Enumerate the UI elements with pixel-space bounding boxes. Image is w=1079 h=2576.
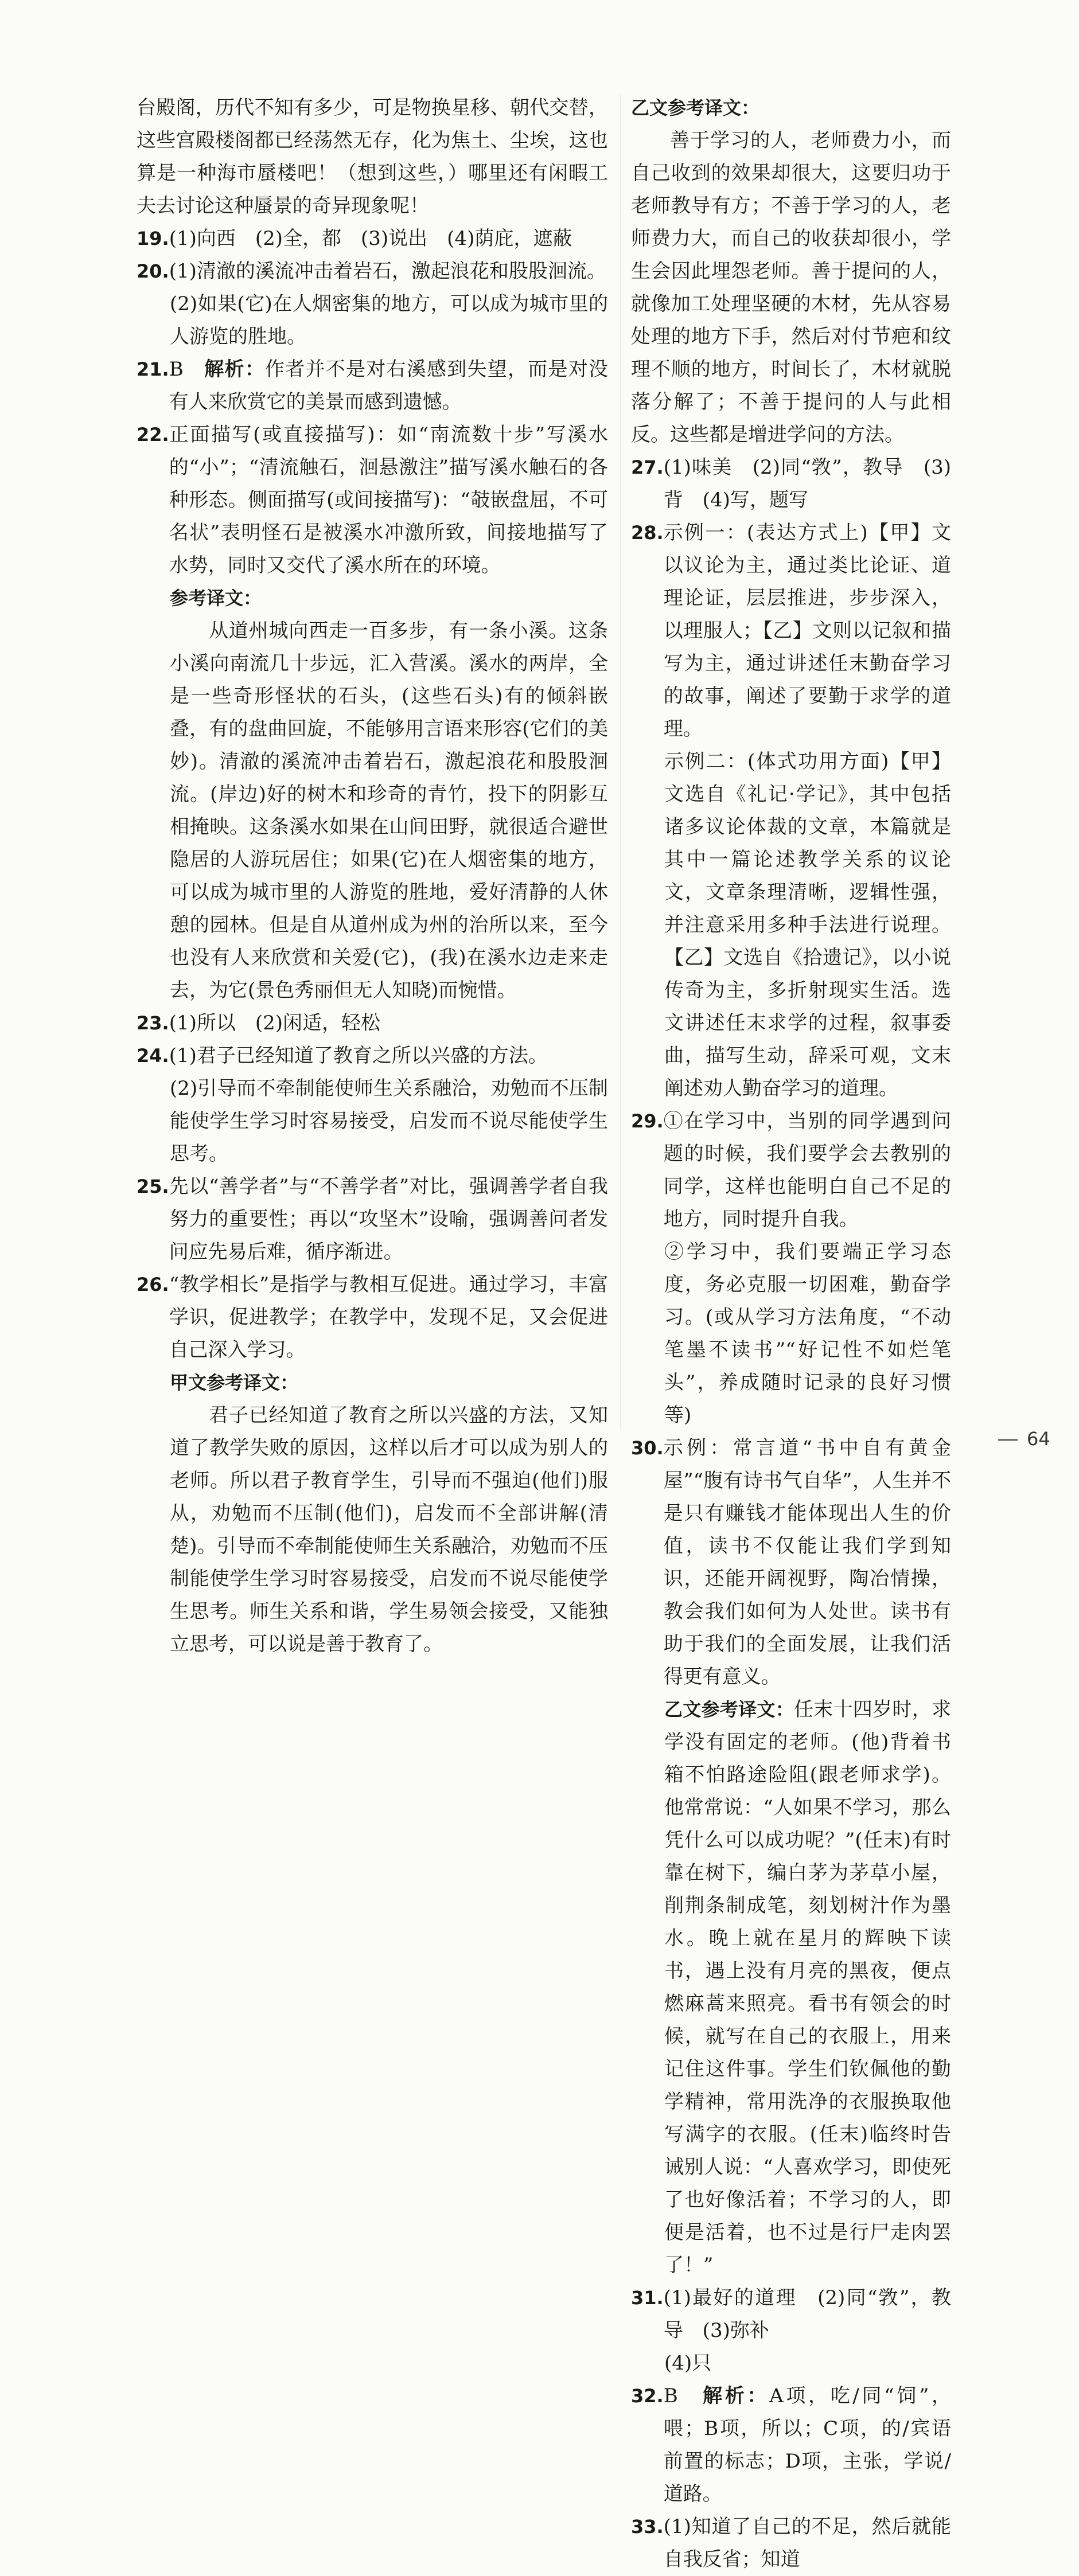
answer-text: 正面描写(或直接描写)：如“南流数十步”写溪水的“小”；“清流触石，洄悬激注”描写溪水触石的各种形态。侧面描写(或间接描写)：“攲嵌盘屈，不可名状”表明怪石是被溪水冲激所致，间接地描写了水势，同时又交代了溪水所在的环境。 [169,423,608,577]
answer-text: ②学习中，我们要端正学习态度，务必克服一切困难，勤奋学习。(或从学习方法角度，“不动笔墨不读书”“好记性不如烂笔头”，养成随时记录的良好习惯等) [664,1240,951,1427]
page-number-text: 64 [1027,1428,1050,1450]
question-number: 19. [137,228,169,249]
question-30 [631,1432,951,1693]
question-number: 30. [631,1437,664,1459]
reference-translation: 君子已经知道了教育之所以兴盛的方法，又知道了教学失败的原因，这样以后才可以成为别人的老师。所以君子教育学生，引导而不强迫(他们)服从，劝勉而不压制(他们)，启发而不全部讲解(清楚)。引导而不牵制能使师生关系融洽，劝勉而不压制能使学生学习时容易接受，启发而不说尽能使学生思考。师生关系和谐，学生易领会接受，又能独立思考，可以说是善于教育了。 [170,1404,608,1656]
left-column [137,92,608,1661]
question-number: 21. [137,358,169,380]
analysis-label: 解析： [204,358,265,381]
question-number: 25. [137,1176,169,1197]
reference-translation-heading: 乙文参考译文： [664,1699,794,1720]
continued-paragraph: 台殿阁，历代不知有多少，可是物换星移、朝代交替，这些宫殿楼阁都已经荡然无存，化为焦土、尘埃，这也算是一种海市蜃楼吧！（想到这些，）哪里还有闲暇工夫去讨论这种蜃景的奇异现象呢！ [137,96,608,217]
question-31 [631,2282,951,2347]
page-number [998,1428,1050,1450]
answer-text: 示例二：(体式功用方面)【甲】文选自《礼记·学记》，其中包括诸多议论体裁的文章，本篇就是其中一篇论述教学关系的议论文，文章条理清晰，逻辑性强，并注意采用多种手法进行说理。【乙】文选自《拾遗记》，以小说传奇为主，多折射现实生活。选文讲述任末求学的过程，叙事委曲，描写生动，辞采可观，文末阐述劝人勤奋学习的道理。 [664,750,951,1100]
answer-text: 示例：常言道“书中自有黄金屋”“腹有诗书气自华”，人生并不是只有赚钱才能体现出人生的价值，读书不仅能让我们学到知识，还能开阔视野，陶冶情操，教会我们如何为人处世。读书有助于我们的全面发展，让我们活得更有意义。 [663,1437,951,1688]
question-24 [137,1040,608,1072]
answer-text: 先以“善学者”与“不善学者”对比，强调善学者自我努力的重要性；再以“攻坚木”设喻，强调善问者发问应先易后难，循序渐进。 [169,1175,608,1263]
question-27 [631,451,951,517]
answer-text: 示例一：(表达方式上)【甲】文以议论为主，通过类比论证、道理论证，层层推进，步步深入，以理服人；【乙】文则以记叙和描写为主，通过讲述任末勤奋学习的故事，阐述了要勤于求学的道理。 [663,521,951,740]
question-number: 23. [137,1012,169,1034]
question-32 [631,2380,951,2511]
question-25 [137,1170,608,1269]
question-19 [137,223,608,255]
answer-text: 作者并不是对右溪感到失望，而是对没有人来欣赏它的美景而感到遗憾。 [169,358,609,413]
question-23 [137,1007,608,1040]
answer-text: A项，吃/同“饲”，喂；B项，所以；C项，的/宾语前置的标志；D项，主张，学说/道路。 [663,2384,952,2505]
question-number: 31. [631,2287,664,2309]
answer-text: (1)清澈的溪流冲击着岩石，激起浪花和股股洄流。 [169,260,606,283]
reference-translation: 从道州城向西走一百多步，有一条小溪。这条小溪向南流几十步远，汇入营溪。溪水的两岸，全是一些奇形怪状的石头，(这些石头)有的倾斜嵌叠，有的盘曲回旋，不能够用言语来形容(它们的美妙)。清澈的溪流冲击着岩石，激起浪花和股股洄流。(岸边)好的树木和珍奇的青竹，投下的阴影互相掩映。这条溪水如果在山间田野，就很适合避世隐居的人游玩居住；如果(它)在人烟密集的地方，可以成为城市里的人游览的胜地，爱好清静的人休憩的园林。但是自从道州成为州的治所以来，至今也没有人来欣赏和关爱(它)，(我)在溪水边走来走去，为它(景色秀丽但无人知晓)而惋惜。 [170,619,608,1002]
question-number: 29. [631,1110,664,1132]
question-29 [631,1105,951,1236]
question-33 [631,2511,951,2576]
answer-choice: B [169,358,184,381]
question-number: 26. [137,1274,169,1295]
reference-translation: 善于学习的人，老师费力小，而自己收到的效果却很大，这要归功于老师教导有方；不善于学习的人，老师费力大，而自己的收获却很小，学生会因此埋怨老师。善于提问的人，就像加工处理坚硬的木材，先从容易处理的地方下手，然后对付节疤和纹理不顺的地方，时间长了，木材就脱落分解了；不善于提问的人与此相反。这些都是增进学问的方法。 [631,129,951,446]
question-22 [137,419,608,582]
answer-text: (1)味美 (2)同“敩”，教导 (3)背 (4)写，题写 [663,456,951,512]
answer-text: (1)君子已经知道了教育之所以兴盛的方法。 [169,1044,548,1067]
reference-translation [631,1693,951,2282]
question-26 [137,1269,608,1367]
question-28 [631,517,951,746]
question-number: 20. [137,260,169,282]
question-20 [137,255,608,288]
answer-text: (4)只 [664,2352,712,2375]
reference-translation-heading: 甲文参考译文： [170,1372,299,1394]
analysis-label: 解析： [703,2384,770,2407]
answer-choice: B [663,2384,678,2407]
question-number: 28. [631,522,664,544]
answer-text: “教学相长”是指学与教相互促进。通过学习，丰富学识，促进教学；在教学中，发现不足，又会促进自己深入学习。 [169,1273,608,1361]
page-number-dash [998,1439,1018,1441]
right-column [631,92,951,2576]
question-21 [137,353,608,419]
reference-translation-text: 任末十四岁时，求学没有固定的老师。(他)背着书箱不怕路途险阻(跟老师求学)。他常常说：“人如果不学习，那么凭什么可以成功呢？”(任末)有时靠在树下，编白茅为茅草小屋，削荆条制成笔，刻划树汁作为墨水。晚上就在星月的辉映下读书，遇上没有月亮的黑夜，便点燃麻蒿来照亮。看书有领会的时候，就写在自己的衣服上，用来记住这件事。学生们钦佩他的勤学精神，常用洗净的衣服换取他写满字的衣服。(任末)临终时告诫别人说：“人喜欢学习，即使死了也好像活着；不学习的人，即便是活着，也不过是行尸走肉罢了！” [664,1698,951,2277]
answer-text: (1)最好的道理 (2)同“敩”，教导 (3)弥补 [663,2286,951,2342]
question-number: 33. [631,2516,664,2538]
reference-translation-heading: 参考译文： [170,587,262,609]
answer-text: ①在学习中，当别的同学遇到问题的时候，我们要学会去教别的同学，这样也能明白自己不足的地方，同时提升自我。 [663,1110,951,1231]
question-number: 27. [631,456,664,478]
question-number: 22. [137,424,169,446]
question-number: 24. [137,1045,169,1067]
reference-translation-heading: 乙文参考译文： [631,97,760,119]
answer-text: (1)所以 (2)闲适，轻松 [169,1012,381,1035]
answer-text: (2)引导而不牵制能使师生关系融洽，劝勉而不压制能使学生学习时容易接受，启发而不说尽能使学生思考。 [170,1077,608,1165]
answer-text: (2)如果(它)在人烟密集的地方，可以成为城市里的人游览的胜地。 [170,292,608,348]
answer-text: (1)知道了自己的不足，然后就能自我反省；知道 [663,2515,951,2571]
answer-text: (1)向西 (2)全，都 (3)说出 (4)荫庇，遮蔽 [169,227,572,250]
question-number: 32. [631,2385,664,2407]
